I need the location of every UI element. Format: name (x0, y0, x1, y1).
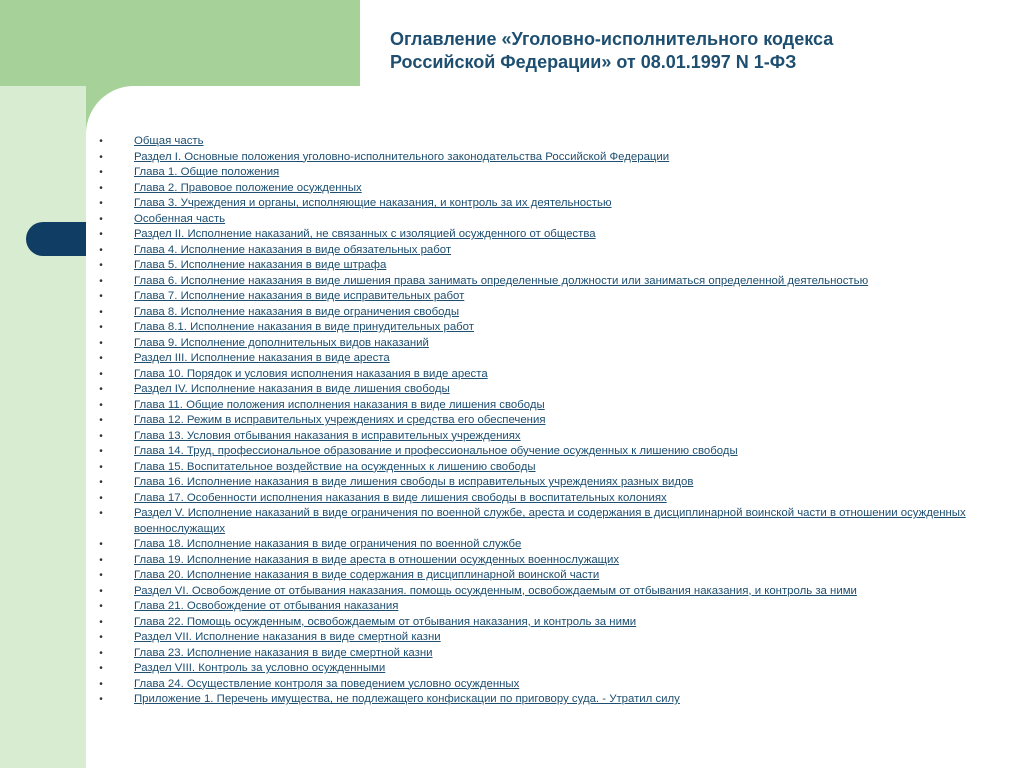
bullet-icon: • (99, 539, 103, 550)
page-title-line-1: Оглавление «Уголовно-исполнительного кодекса (390, 29, 834, 49)
toc-link[interactable]: Глава 3. Учреждения и органы, исполняющие наказания, и контроль за их деятельностью (134, 197, 612, 209)
bullet-icon: • (99, 554, 103, 566)
toc-item (96, 181, 1006, 197)
bullet-icon: • (99, 477, 103, 488)
toc-item (96, 460, 1006, 476)
bullet-icon: • (99, 229, 103, 240)
bullet-icon: • (99, 415, 103, 426)
toc-link[interactable]: Глава 10. Порядок и условия исполнения наказания в виде ареста (134, 367, 488, 380)
toc-link[interactable]: Глава 9. Исполнение дополнительных видов наказаний (134, 336, 429, 349)
bullet-icon: • (99, 306, 103, 318)
toc-item (96, 398, 1006, 414)
toc-link[interactable]: Глава 6. Исполнение наказания в виде лишения права занимать определенные должности или заниматься определенной деятельностью (134, 274, 869, 287)
toc-item (96, 413, 1006, 429)
toc-item (96, 165, 1006, 181)
toc-link[interactable]: Глава 1. Общие положения (134, 166, 280, 178)
toc-link[interactable]: Раздел I. Основные положения уголовно-исполнительного законодательства Российской Федерации (134, 150, 670, 163)
toc-link[interactable]: Глава 18. Исполнение наказания в виде ограничения по военной службе (134, 538, 522, 550)
toc-link[interactable]: Глава 19. Исполнение наказания в виде ареста в отношении осужденных военнослужащих (134, 553, 620, 566)
bullet-icon: • (99, 601, 103, 612)
toc-link[interactable]: Глава 20. Исполнение наказания в виде содержания в дисциплинарной воинской части (134, 569, 600, 581)
bullet-icon: • (99, 213, 103, 225)
bullet-icon: • (99, 136, 103, 147)
toc-item (96, 661, 1006, 677)
table-of-contents (96, 134, 1006, 708)
bullet-icon: • (99, 678, 103, 690)
toc-item (96, 274, 1006, 290)
toc-item (96, 615, 1006, 631)
toc-link[interactable]: Глава 8. Исполнение наказания в виде ограничения свободы (134, 305, 460, 318)
toc-item (96, 320, 1006, 336)
bullet-icon: • (99, 663, 103, 674)
toc-link[interactable]: Особенная часть (134, 212, 226, 225)
toc-link[interactable]: Раздел IV. Исполнение наказания в виде лишения свободы (134, 383, 450, 395)
bullet-icon: • (99, 182, 103, 194)
toc-link[interactable]: Глава 7. Исполнение наказания в виде исправительных работ (134, 290, 465, 302)
bullet-icon: • (99, 337, 103, 349)
bullet-icon: • (99, 446, 103, 457)
toc-item (96, 646, 1006, 662)
bullet-icon: • (99, 151, 103, 163)
bullet-icon: • (99, 570, 103, 581)
toc-link[interactable]: Глава 12. Режим в исправительных учреждениях и средства его обеспечения (134, 414, 546, 426)
toc-item (96, 599, 1006, 615)
bullet-icon: • (99, 353, 103, 364)
bullet-icon: • (99, 275, 103, 287)
green-side-strip (0, 86, 86, 768)
toc-link[interactable]: Глава 2. Правовое положение осужденных (134, 181, 362, 194)
toc-item (96, 677, 1006, 693)
toc-item (96, 537, 1006, 553)
bullet-icon: • (99, 492, 103, 504)
toc-item (96, 553, 1006, 569)
bullet-icon: • (99, 461, 103, 473)
toc-item (96, 584, 1006, 600)
toc-item (96, 227, 1006, 243)
toc-item (96, 692, 1006, 708)
toc-item (96, 289, 1006, 305)
toc-link[interactable]: Раздел II. Исполнение наказаний, не связанных с изоляцией осужденного от общества (134, 228, 596, 240)
toc-link[interactable]: Глава 16. Исполнение наказания в виде лишения свободы в исправительных учреждениях разных видов (134, 476, 694, 488)
bullet-icon: • (99, 632, 103, 643)
bullet-icon: • (99, 368, 103, 380)
toc-item (96, 568, 1006, 584)
toc-link[interactable]: Глава 5. Исполнение наказания в виде штрафа (134, 259, 387, 271)
toc-link[interactable]: Раздел VIII. Контроль за условно осужденными (134, 662, 386, 674)
toc-item (96, 382, 1006, 398)
toc-item (96, 134, 1006, 150)
toc-item (96, 475, 1006, 491)
toc-link[interactable]: Раздел III. Исполнение наказания в виде ареста (134, 352, 390, 364)
toc-link[interactable]: Глава 8.1. Исполнение наказания в виде принудительных работ (134, 321, 474, 333)
toc-link[interactable]: Глава 21. Освобождение от отбывания наказания (134, 600, 399, 612)
toc-item (96, 429, 1006, 445)
toc-link[interactable]: Раздел VII. Исполнение наказания в виде смертной казни (134, 631, 441, 643)
bullet-icon: • (99, 322, 103, 333)
toc-link[interactable]: Раздел V. Исполнение наказаний в виде ограничения по военной службе, ареста и содержания в дисциплинарной воинской части в отношении осужденных военнослужащих (134, 507, 966, 535)
toc-link[interactable]: Глава 11. Общие положения исполнения наказания в виде лишения свободы (134, 398, 545, 411)
bullet-icon: • (99, 430, 103, 442)
toc-item (96, 491, 1006, 507)
toc-item (96, 351, 1006, 367)
bullet-icon: • (99, 244, 103, 256)
toc-item (96, 212, 1006, 228)
toc-item (96, 506, 1006, 537)
toc-link[interactable]: Глава 23. Исполнение наказания в виде смертной казни (134, 646, 433, 659)
bullet-icon: • (99, 616, 103, 628)
bullet-icon: • (99, 399, 103, 411)
bullet-icon: • (99, 198, 103, 209)
toc-item (96, 150, 1006, 166)
toc-item (96, 367, 1006, 383)
toc-link[interactable]: Глава 22. Помощь осужденным, освобождаемым от отбывания наказания, и контроль за ними (134, 615, 637, 628)
bullet-icon: • (99, 167, 103, 178)
toc-link[interactable]: Глава 13. Условия отбывания наказания в исправительных учреждениях (134, 429, 521, 442)
toc-link[interactable]: Общая часть (134, 135, 204, 147)
bullet-icon: • (99, 694, 103, 705)
bullet-icon: • (99, 291, 103, 302)
toc-item (96, 243, 1006, 259)
toc-item (96, 305, 1006, 321)
bullet-icon: • (99, 384, 103, 395)
decorative-pill (26, 222, 86, 256)
toc-link[interactable]: Раздел VI. Освобождение от отбывания наказания. помощь осужденным, освобождаемым от отбывания наказания, и контроль за ними (134, 584, 857, 597)
toc-item (96, 444, 1006, 460)
page-title-line-2: Российской Федерации» от 08.01.1997 N 1-ФЗ (390, 52, 797, 72)
toc-item (96, 258, 1006, 274)
toc-item (96, 630, 1006, 646)
toc-item (96, 196, 1006, 212)
page-title (390, 28, 1000, 74)
toc-link[interactable]: Приложение 1. Перечень имущества, не подлежащего конфискации по приговору суда. - Утратил силу (134, 693, 680, 705)
toc-link[interactable]: Глава 4. Исполнение наказания в виде обязательных работ (134, 243, 452, 256)
bullet-icon: • (99, 260, 103, 271)
toc-link[interactable]: Глава 15. Воспитательное воздействие на осужденных к лишению свободы (134, 460, 536, 473)
bullet-icon: • (99, 585, 103, 597)
toc-link[interactable]: Глава 24. Осуществление контроля за поведением условно осужденных (134, 677, 520, 690)
toc-link[interactable]: Глава 17. Особенности исполнения наказания в виде лишения свободы в воспитательных колониях (134, 491, 667, 504)
bullet-icon: • (99, 647, 103, 659)
toc-link[interactable]: Глава 14. Труд, профессиональное образование и профессиональное обучение осужденных к лишению свободы (134, 445, 738, 457)
toc-item (96, 336, 1006, 352)
bullet-icon: • (99, 508, 103, 519)
